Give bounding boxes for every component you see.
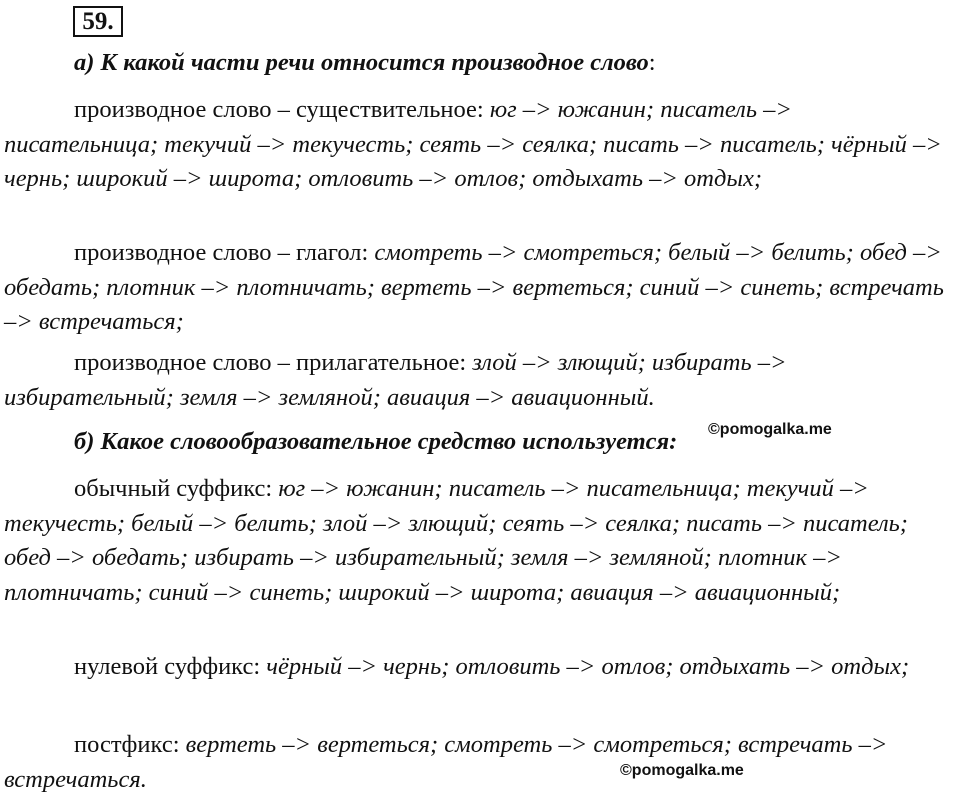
verb-examples: смотреть –> смотреться; белый –> белить; обед –> обедать; плотник –> плотничать; вертеть –> вертеться; синий –> синеть; встречать –> встречаться; bbox=[4, 239, 944, 335]
question-a: а) К какой части речи относится производное слово: bbox=[74, 49, 656, 76]
exercise-number: 59. bbox=[73, 6, 123, 37]
watermark-top: ©pomogalka.me bbox=[708, 421, 832, 438]
noun-paragraph bbox=[4, 93, 946, 197]
suffix-paragraph bbox=[4, 472, 946, 610]
zero-suffix-paragraph bbox=[4, 650, 946, 685]
question-b-text: б) Какое словообразовательное средство используется: bbox=[74, 428, 678, 455]
zero-suffix-label: нулевой суффикс: bbox=[74, 653, 267, 680]
adj-label: производное слово – прилагательное: bbox=[74, 349, 473, 376]
postfix-paragraph bbox=[4, 728, 946, 797]
suffix-examples: юг –> южанин; писатель –> писательница; текучий –> текучесть; белый –> белить; злой –> злющий; сеять –> сеялка; писать –> писатель; обед –> обедать; избирать –> избирательный; земля –> земляной; плотник –> плотничать; синий –> синеть; широкий –> широта; авиация –> авиационный; bbox=[4, 475, 908, 606]
noun-label: производное слово – существительное: bbox=[74, 96, 490, 123]
noun-examples: юг –> южанин; писатель –> писательница; текучий –> текучесть; сеять –> сеялка; писать –> писатель; чёрный –> чернь; широкий –> широта; отловить –> отлов; отдыхать –> отдых; bbox=[4, 96, 942, 192]
postfix-examples: вертеть –> вертеться; смотреть –> смотреться; встречать –> встречаться. bbox=[4, 731, 888, 793]
postfix-label: постфикс: bbox=[74, 731, 186, 758]
watermark-bottom: ©pomogalka.me bbox=[620, 762, 744, 779]
zero-suffix-examples: чёрный –> чернь; отловить –> отлов; отдыхать –> отдых; bbox=[266, 653, 910, 680]
verb-paragraph bbox=[4, 236, 946, 340]
adj-paragraph bbox=[4, 346, 946, 415]
verb-label: производное слово – глагол: bbox=[74, 239, 375, 266]
adj-examples: злой –> злющий; избирать –> избирательный; земля –> земляной; авиация –> авиационный. bbox=[4, 349, 787, 411]
suffix-label: обычный суффикс: bbox=[74, 475, 279, 502]
question-a-text: а) К какой части речи относится производное слово bbox=[74, 49, 649, 76]
